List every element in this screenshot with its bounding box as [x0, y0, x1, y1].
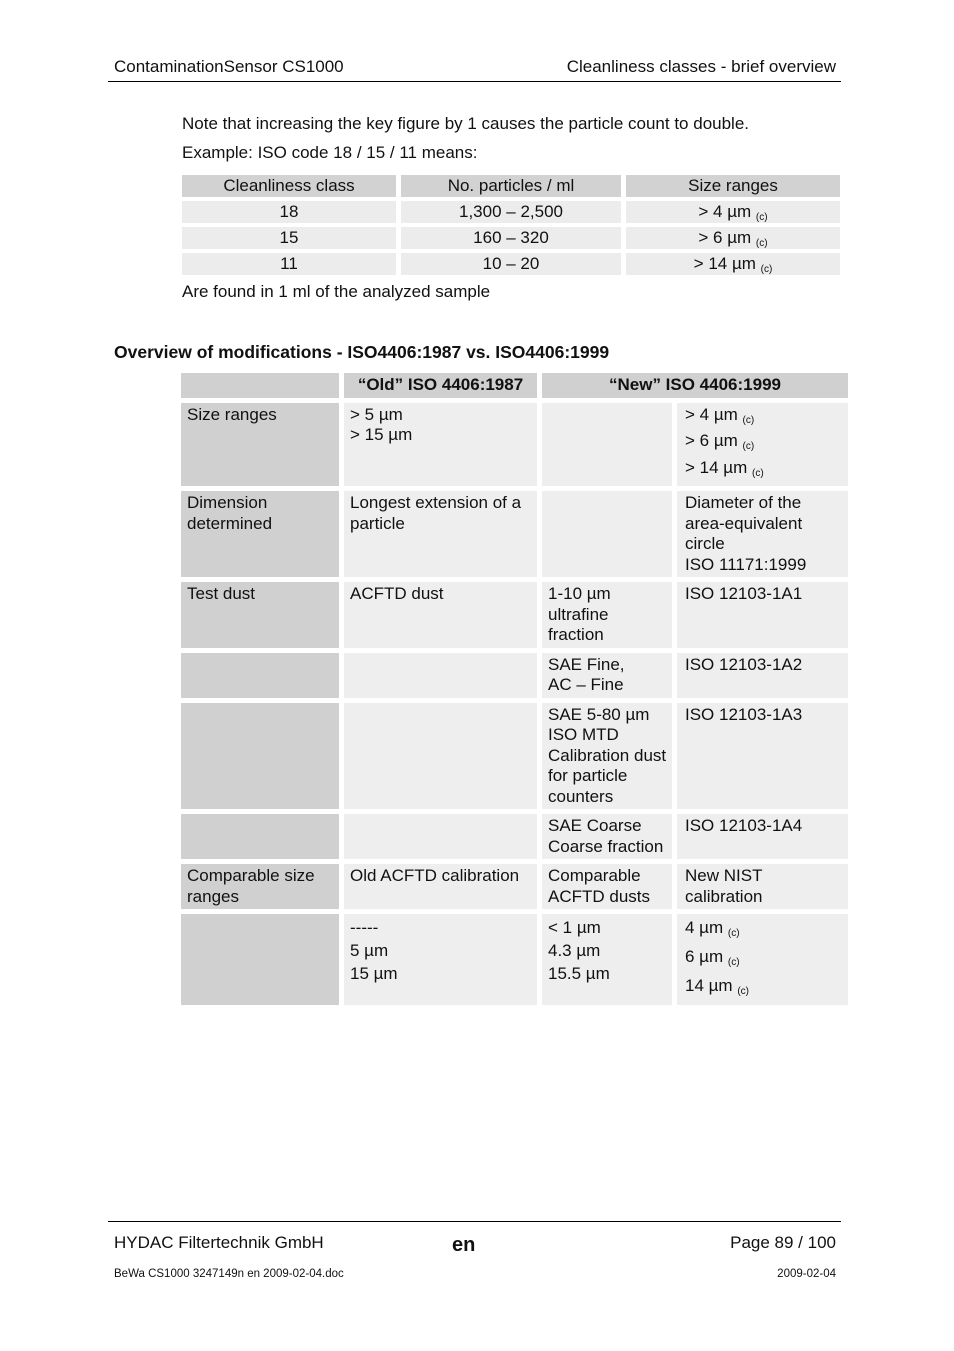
table-cell: > 4 µm $_{(c)}$ — [626, 201, 840, 223]
table-row-test-dust — [181, 703, 848, 810]
table-cell: Longest extension of a particle — [344, 491, 537, 577]
table-cell: Old ACFTD calibration — [344, 864, 537, 909]
footer-date: 2009-02-04 — [777, 1268, 836, 1280]
table-row — [182, 253, 840, 275]
table-header-row — [181, 373, 848, 398]
column-header: No. particles / ml — [401, 175, 621, 197]
intro-line-2: Example: ISO code 18 / 15 / 11 means: — [182, 143, 478, 162]
table-cell: ISO 12103-1A4 — [677, 814, 848, 859]
footer-page-number: Page 89 / 100 — [730, 1233, 836, 1252]
table-row-test-dust — [181, 582, 848, 648]
table-row-test-dust — [181, 814, 848, 859]
header-document-title: ContaminationSensor CS1000 — [114, 57, 344, 76]
table-cell: 160 – 320 — [401, 227, 621, 249]
table-row — [182, 201, 840, 223]
footer-language: en — [452, 1234, 476, 1256]
table-row-dimension — [181, 491, 848, 577]
row-label: Test dust — [181, 582, 339, 648]
table-cell: 1,300 – 2,500 — [401, 201, 621, 223]
column-header-blank — [181, 373, 339, 398]
footer-divider — [108, 1221, 841, 1222]
table-cell: ISO 12103-1A2 — [677, 653, 848, 698]
table-cell: New NIST calibration — [677, 864, 848, 909]
table-header-row — [182, 175, 840, 197]
table-row-values — [181, 914, 848, 1005]
table-cell: > 5 µm > 15 µm — [344, 403, 537, 487]
table-row-comparable — [181, 864, 848, 909]
row-label: Comparable size ranges — [181, 864, 339, 909]
column-header: Cleanliness class — [182, 175, 396, 197]
table-note: Are found in 1 ml of the analyzed sample — [182, 282, 491, 301]
column-header: Size ranges — [626, 175, 840, 197]
table-cell: 1-10 µm ultrafine fraction — [542, 582, 672, 648]
table-cell — [542, 403, 672, 487]
table-cell: ISO 12103-1A3 — [677, 703, 848, 810]
table-cell — [344, 703, 537, 810]
row-label: Dimension determined — [181, 491, 339, 577]
column-header-old: “Old” ISO 4406:1987 — [344, 373, 537, 398]
intro-line-1: Note that increasing the key figure by 1 causes the particle count to double. — [182, 114, 750, 133]
table-cell: 4 µm $_{(c)}$ 6 µm $_{(c)}$ 14 µm $_{(c)}$ — [677, 914, 848, 1005]
footer-company: HYDAC Filtertechnik GmbH — [114, 1233, 324, 1252]
table-cell: > 6 µm $_{(c)}$ — [626, 227, 840, 249]
table-cell: > 4 µm $_{(c)}$ > 6 µm $_{(c)}$ > 14 µm $_{(c)}$ — [677, 403, 848, 487]
iso-comparison-table — [176, 368, 853, 1010]
header-divider — [108, 81, 841, 82]
row-label: Size ranges — [181, 403, 339, 487]
table-cell: < 1 µm 4.3 µm 15.5 µm — [542, 914, 672, 1005]
table-cell: > 14 µm $_{(c)}$ — [626, 253, 840, 275]
header-section-title: Cleanliness classes - brief overview — [566, 57, 836, 76]
table-cell — [542, 491, 672, 577]
row-label-empty — [181, 653, 339, 698]
table-cell: 15 — [182, 227, 396, 249]
table-cell: ACFTD dust — [344, 582, 537, 648]
section-heading: Overview of modifications - ISO4406:1987 vs. ISO4406:1999 — [114, 342, 610, 362]
table-cell — [344, 653, 537, 698]
footer-document-name: BeWa CS1000 3247149n en 2009-02-04.doc — [114, 1268, 344, 1280]
table-cell: 18 — [182, 201, 396, 223]
table-cell: SAE Coarse Coarse fraction — [542, 814, 672, 859]
column-header-new: “New” ISO 4406:1999 — [542, 373, 848, 398]
table-cell: 11 — [182, 253, 396, 275]
row-label-empty — [181, 914, 339, 1005]
table-row-test-dust — [181, 653, 848, 698]
table-cell: SAE 5-80 µm ISO MTD Calibration dust for particle counters — [542, 703, 672, 810]
table-cell: ISO 12103-1A1 — [677, 582, 848, 648]
row-label-empty — [181, 703, 339, 810]
table-row — [182, 227, 840, 249]
table-cell: SAE Fine, AC – Fine — [542, 653, 672, 698]
table-cell: 10 – 20 — [401, 253, 621, 275]
iso-code-example-table — [177, 171, 845, 279]
table-cell — [344, 814, 537, 859]
table-cell: ----- 5 µm 15 µm — [344, 914, 537, 1005]
table-cell: Diameter of the area-equivalent circle ISO 11171:1999 — [677, 491, 848, 577]
table-row-size-ranges — [181, 403, 848, 487]
row-label-empty — [181, 814, 339, 859]
table-cell: Comparable ACFTD dusts — [542, 864, 672, 909]
